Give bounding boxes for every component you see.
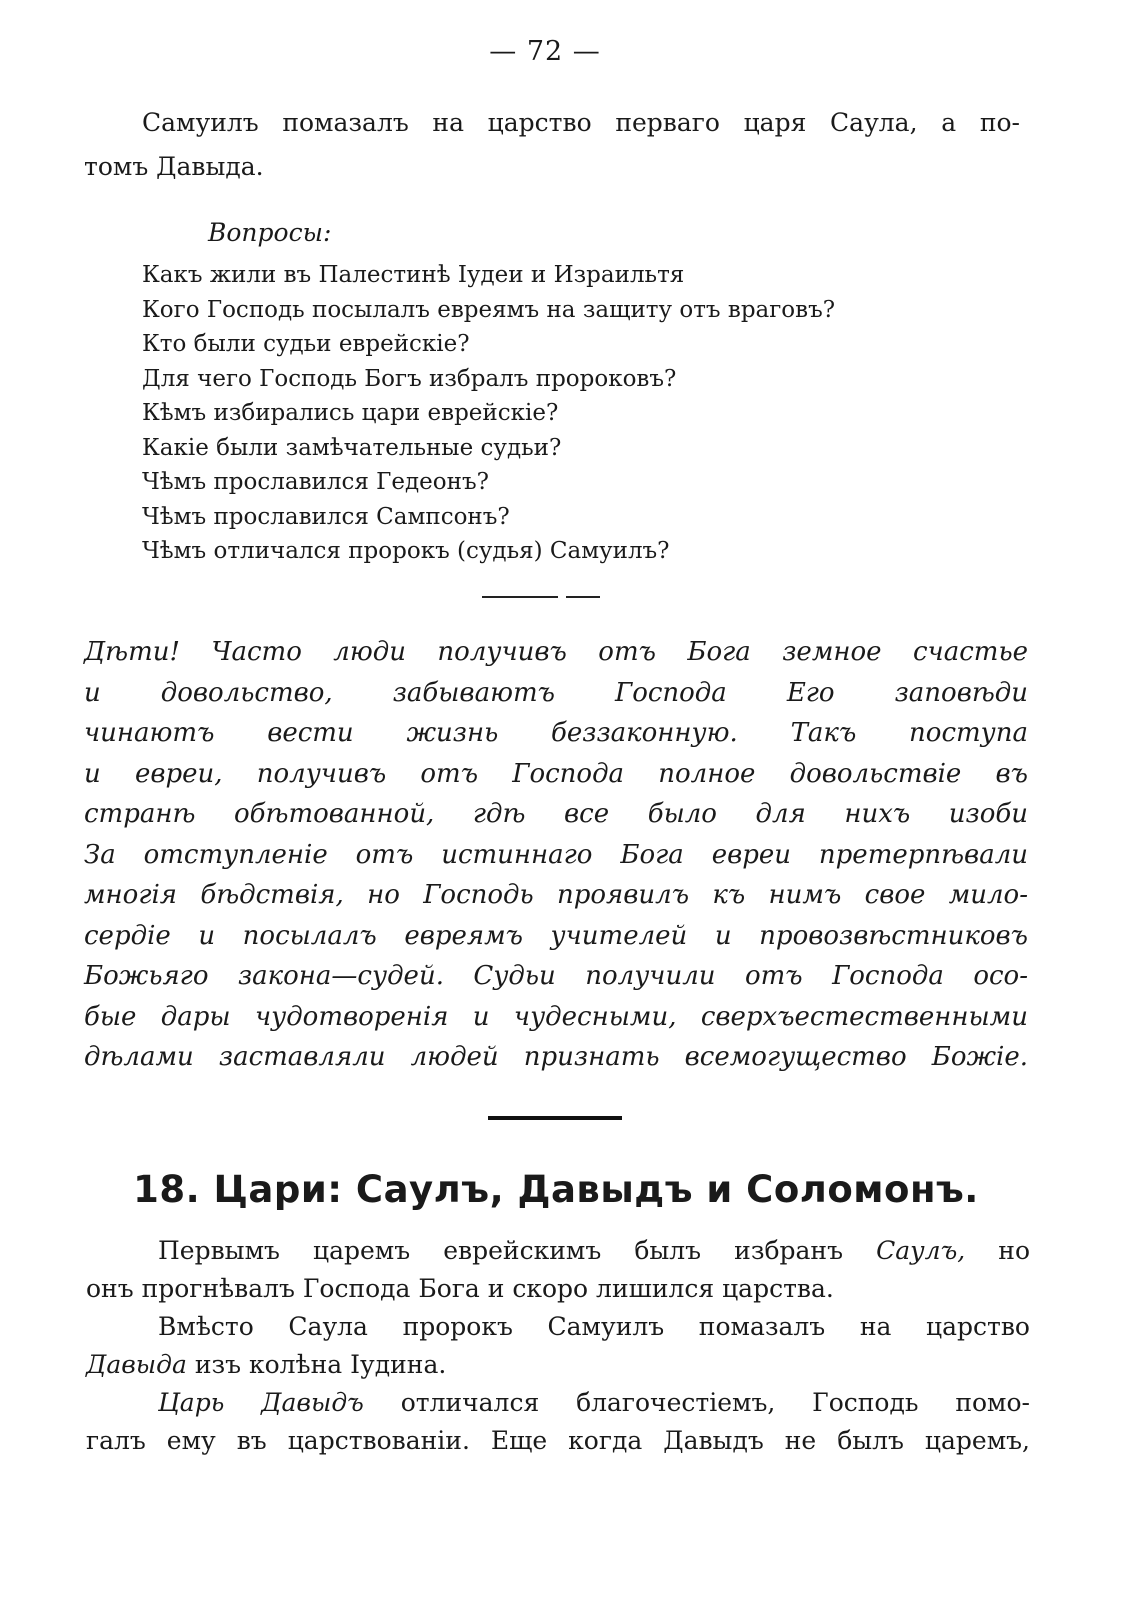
name-saul: Саулъ, [876,1236,966,1265]
moral-line: и довольство, забываютъ Господа Его заповѣди [84,677,1028,708]
separator-dash [566,596,600,598]
moral-line: чинаютъ вести жизнь беззаконную. Такъ поступа [84,718,1028,748]
moral-line: многія бѣдствія, но Господь проявилъ къ нимъ свое мило- [84,880,1028,910]
moral-line: Дѣти! Часто люди получивъ отъ Бога земное счастье [84,637,1028,667]
body-text: Первымъ царемъ еврейскимъ былъ избранъ [158,1236,877,1265]
question-item: Кѣмъ избирались цари еврейскіе? [142,400,559,426]
page-number: — 72 — [489,36,601,67]
section-body [86,1232,1030,1460]
moral-line: Божьяго закона—судей. Судьи получили отъ Господа осо- [84,961,1028,991]
body-line [86,1384,1030,1422]
section-divider [488,1116,622,1120]
question-item: Чѣмъ отличался пророкъ (судья) Самуилъ? [142,538,670,564]
moral-line: сердіе и посылалъ евреямъ учителей и провозвѣстниковъ [84,920,1028,951]
questions-list [142,258,1022,569]
intro-line-2: томъ Давыда. [84,152,264,181]
question-item: Для чего Господь Богъ избралъ пророковъ? [142,365,677,392]
body-line: галъ ему въ царствованіи. Еще когда Давыдъ не былъ царемъ, [86,1426,1030,1455]
intro-line-1: Самуилъ помазалъ на царство перваго царя Саула, а по- [142,108,1020,137]
moral-line: дѣлами заставляли людей признать всемогущество Божіе. [84,1042,1028,1072]
moral-line: и евреи, получивъ отъ Господа полное довольствіе въ [84,758,1028,789]
body-text: но [965,1236,1030,1265]
section-heading: 18. Цари: Саулъ, Давыдъ и Соломонъ. [133,1168,979,1211]
body-line: онъ прогнѣвалъ Господа Бога и скоро лишился царства. [86,1274,834,1303]
body-text: отличался благочестіемъ, Господь помо- [363,1388,1031,1417]
question-item: Кого Господь посылалъ евреямъ на защиту отъ враговъ? [142,296,836,323]
question-item: Чѣмъ прославился Гедеонъ? [142,469,489,495]
moral-paragraph [84,632,1028,1078]
body-line [86,1346,1030,1384]
body-text: изъ колѣна Іудина. [186,1350,447,1379]
name-king-david: Царь Давыдъ [158,1388,364,1417]
moral-line: За отступленіе отъ истиннаго Бога евреи претерпѣвали [84,839,1028,870]
question-item: Кто были судьи еврейскіе? [142,331,470,357]
question-item: Какъ жили въ Палестинѣ Іудеи и Израильтя [142,262,685,288]
body-line [86,1232,1030,1270]
questions-heading: Вопросы: [208,218,332,247]
question-item: Чѣмъ прославился Сампсонъ? [142,503,510,530]
moral-line: странѣ обѣтованной, гдѣ все было для нихъ изоби [84,799,1028,829]
question-item: Какіе были замѣчательные судьи? [142,434,562,461]
name-david: Давыда [86,1350,187,1379]
moral-line: бые дары чудотворенія и чудесными, сверхъестественными [84,1001,1028,1032]
body-line: Вмѣсто Саула пророкъ Самуилъ помазалъ на царство [158,1312,1030,1341]
separator-dash [482,596,558,598]
